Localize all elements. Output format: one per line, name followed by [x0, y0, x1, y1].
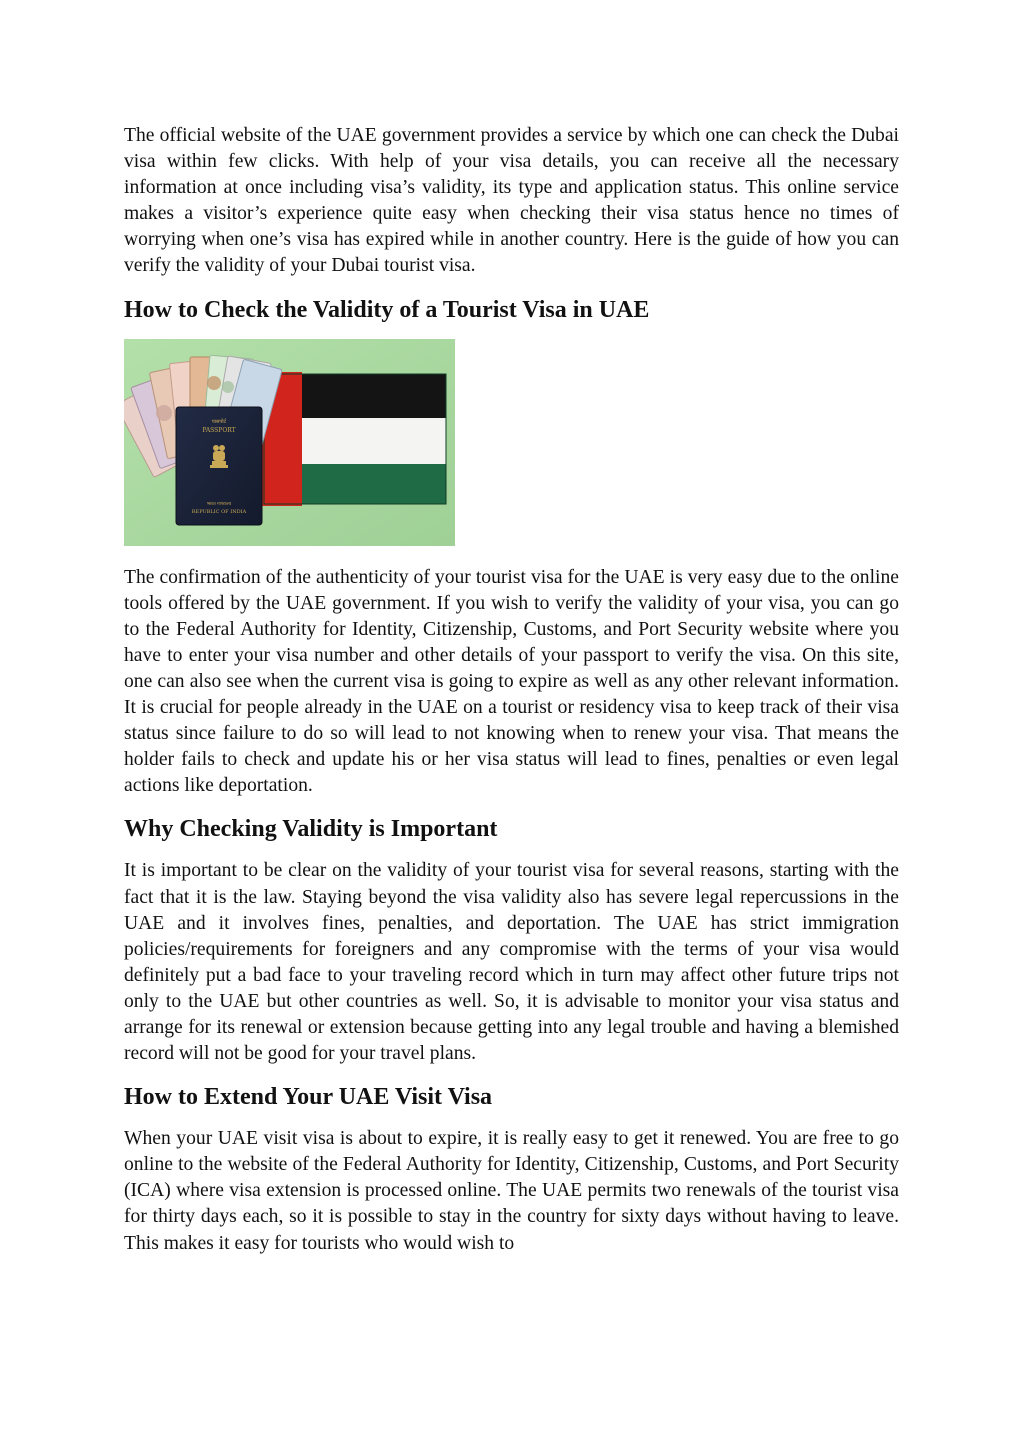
section-body-extend-visa: When your UAE visit visa is about to expire, it is really easy to get it renewed. You are free to go online to the website of the Federal Authority for Identity, Citizenship, Customs, and Port Security (ICA) where visa extension is processed online. The UAE permits two renewals of the tourist visa for thirty days each, so it is possible to stay in the country for sixty days without having to leave. This makes it easy for tourists who would wish to: [124, 1128, 899, 1254]
section-body-why-important: It is important to be clear on the validity of your tourist visa for several reasons, starting with the fact that it is the law. Staying beyond the visa validity also has severe legal repercussions in the UAE and it involves fines, penalties, and deportation. The UAE has strict immigration policies/requirements for foreigners and any compromise with the terms of your visa would definitely put a bad face to your traveling record which in turn may affect other future trips not only to the UAE but other countries as well. So, it is advisable to monitor your visa status and arrange for its renewal or extension because getting into any legal trouble and having a blemished record will not be good for your travel plans.: [124, 860, 899, 1065]
document-page: [124, 123, 899, 1257]
section-body-check-validity: The confirmation of the authenticity of your tourist visa for the UAE is very easy due to the online tools offered by the UAE government. If you wish to verify the validity of your visa, you can go to the Federal Authority for Identity, Citizenship, Customs, and Port Security website where you have to enter your visa number and other details of your passport to verify the visa. On this site, one can also see when the current visa is going to expire as well as any other relevant information. It is crucial for people already in the UAE on a tourist or residency visa to keep track of their visa status since failure to do so will lead to not knowing when to renew your visa. That means the holder fails to check and update his or her visa status will lead to fines, penalties or even legal actions like deportation.: [124, 566, 899, 797]
passport-country: REPUBLIC OF INDIA: [191, 508, 247, 515]
intro-paragraph: The official website of the UAE government provides a service by which one can check the Dubai visa within few clicks. With help of your visa details, you can receive all the necessary information at once including visa’s validity, its type and application status. This online service makes a visitor’s experience quite easy when checking their visa status hence no times of worrying when one’s visa has expired while in another country. Here is the guide of how you can verify the validity of your Dubai tourist visa.: [124, 125, 899, 277]
passport-currency-flag-image: [124, 339, 455, 546]
section-heading-extend-visa: How to Extend Your UAE Visit Visa: [124, 1084, 493, 1111]
section-heading-why-important: Why Checking Validity is Important: [124, 816, 498, 843]
section-heading-check-validity: How to Check the Validity of a Tourist Visa in UAE: [124, 296, 650, 323]
uae-flag: [260, 372, 446, 506]
passport: [176, 407, 262, 525]
passport-hindi-title: पासपोर्ट: [211, 418, 227, 425]
passport-hindi-country: भारत गणराज्य: [206, 501, 232, 507]
passport-title: PASSPORT: [202, 426, 236, 434]
